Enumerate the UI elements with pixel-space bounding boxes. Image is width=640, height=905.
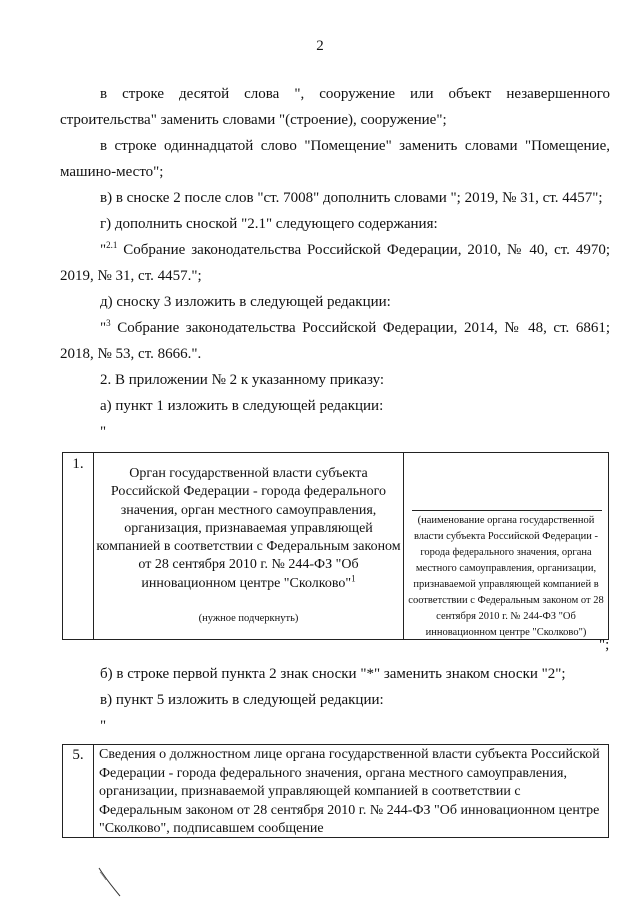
paragraph-footnote-3-edit: д) сноску 3 изложить в следующей редакции: — [100, 294, 391, 310]
table-point-1-left-cell — [94, 453, 404, 639]
table-point-5-number: 5. — [63, 745, 94, 837]
paragraph-footnote-2: в) в сноске 2 после слов "ст. 7008" дополнить словами "; 2019, № 31, ст. 4457"; — [100, 190, 603, 206]
table-point-1-right-cell — [404, 453, 608, 639]
footnote-2-1-text — [60, 237, 610, 289]
table-point-5 — [62, 744, 609, 838]
opening-quote-1: " — [100, 424, 107, 440]
quote-mark: " — [100, 320, 107, 336]
opening-quote-2: " — [100, 718, 107, 734]
paragraph-add-footnote-2-1: г) дополнить сноской "2.1" следующего содержания: — [100, 216, 438, 232]
pen-mark — [96, 866, 126, 900]
paragraph-point-2: б) в строке первой пункта 2 знак сноски "*" заменить знаком сноски "2"; — [100, 666, 566, 682]
paragraph-line-ten: в строке десятой слова ", сооружение или объект незавершенного строительства" заменить словами "(строение), сооружение"; — [60, 86, 610, 128]
quote-mark: " — [100, 242, 107, 258]
table-point-1-main-text — [94, 465, 403, 593]
footnote-3-body: Собрание законодательства Российской Федерации, 2014, № 48, ст. 6861; 2018, № 53, ст. 8666.". — [60, 320, 610, 362]
table-point-1-main-body: Орган государственной власти субъекта Российской Федерации - города федерального значения, орган местного самоуправления, организация, признаваемая управляющей компанией в соответствии с Федеральным законом от 28 сентября 2010 г. № 244-ФЗ "Об инновационном центре "Сколково" — [96, 466, 401, 591]
paragraph-point-1: а) пункт 1 изложить в следующей редакции: — [100, 398, 384, 414]
table-point-1-footnote-marker: 1 — [351, 573, 356, 584]
closing-quote-1: "; — [599, 637, 610, 653]
footnote-2-1-body: Собрание законодательства Российской Федерации, 2010, № 40, ст. 4970; 2019, № 31, ст. 4457."; — [60, 242, 610, 284]
table-point-1 — [62, 452, 609, 640]
table-point-1-caption: (наименование органа государственной власти субъекта Российской Федерации - города федерального значения, органа местного самоуправления, организации, признаваемой управляющей компанией в соответствии с Федеральным законом от 28 сентября 2010 г. № 244-ФЗ "Об инновационном центре "Сколково") — [408, 515, 604, 638]
table-point-5-text: Сведения о должностном лице органа государственной власти субъекта Российской Федерации - города федерального значения, органа местного самоуправления, организации, признаваемой управляющей компанией в соответствии с Федеральным законом от 28 сентября 2010 г. № 244-ФЗ "Об инновационном центре "Сколково", подписавшем сообщение — [99, 747, 600, 836]
paragraph-point-5: в) пункт 5 изложить в следующей редакции: — [100, 692, 384, 708]
paragraph-line-eleven: в строке одиннадцатой слово "Помещение" заменить словами "Помещение, машино-место"; — [60, 138, 610, 180]
footnote-3-marker: 3 — [106, 318, 111, 328]
footnote-2-1-marker: 2.1 — [106, 240, 118, 250]
paragraph-appendix-2: 2. В приложении № 2 к указанному приказу: — [100, 372, 385, 388]
page-number: 2 — [316, 38, 324, 54]
table-point-1-note: (нужное подчеркнуть) — [198, 613, 299, 624]
fill-in-line — [412, 510, 602, 511]
table-point-1-number: 1. — [63, 453, 94, 639]
footnote-3-text — [60, 315, 610, 367]
